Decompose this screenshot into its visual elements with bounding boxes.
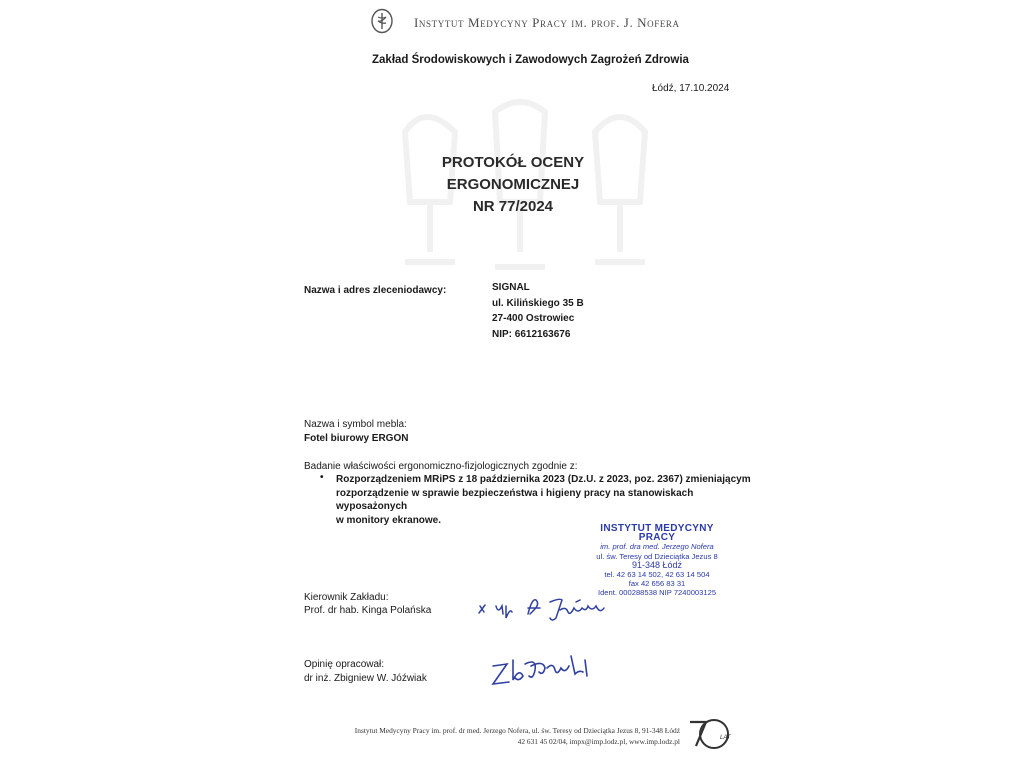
institute-name: Instytut Medycyny Pracy im. prof. J. Nofera — [414, 15, 680, 30]
title-line-1: PROTOKÓŁ OCENY — [441, 154, 585, 171]
client-address — [492, 280, 584, 342]
stamp-line-3: ul. św. Teresy od Dzieciątka Jezus 8 — [596, 551, 718, 561]
footer — [320, 725, 680, 747]
stamp-line-6: fax 42 656 83 31 — [628, 579, 686, 589]
stamp-line-4: 91-348 Łódź — [631, 559, 683, 570]
place-date: Łódź, 17.10.2024 — [652, 83, 730, 94]
regulation-text — [336, 473, 766, 527]
bullet-icon: • — [320, 472, 324, 483]
anniversary-number — [695, 719, 696, 720]
furniture-value: Fotel biurowy ERGON — [304, 433, 409, 444]
stamp-line-1: INSTYTUT MEDYCYNY PRACY — [600, 523, 714, 544]
client-city: 27-400 Ostrowiec — [492, 313, 575, 324]
regulation-line-3: w monitory ekranowe. — [336, 514, 442, 526]
stamp-line-5: tel. 42 63 14 502, 42 63 14 504 — [604, 570, 710, 580]
regulation-line-1: Rozporządzeniem MRiPS z 18 października 2023 (Dz.U. z 2023, poz. 2367) zmieniającym — [336, 474, 751, 485]
client-name: SIGNAL — [492, 282, 530, 293]
institute-logo-icon — [370, 8, 394, 34]
client-label: Nazwa i adres zleceniodawcy: — [304, 285, 447, 296]
study-intro: Badanie właściwości ergonomiczno-fizjologicznych zgodnie z: — [304, 461, 578, 472]
institute-stamp — [582, 524, 732, 598]
head-name: Prof. dr hab. Kinga Polańska — [304, 605, 432, 616]
stamp-line-2: im. prof. dra med. Jerzego Nofera — [600, 542, 714, 552]
anniversary-suffix: LAT — [720, 735, 731, 741]
author-signature-icon — [485, 650, 605, 690]
author-name: dr inż. Zbigniew W. Jóźwiak — [304, 673, 427, 684]
head-label: Kierownik Zakładu: — [304, 592, 389, 603]
footer-line-1: Instytut Medycyny Pracy im. prof. dr med. Jerzego Nofera, ul. św. Teresy od Dzieciątka Jezus 8, 91-348 Łódź — [354, 726, 680, 735]
furniture-label: Nazwa i symbol mebla: — [304, 419, 407, 430]
document-title — [418, 152, 608, 218]
regulation-line-2: rozporządzenie w sprawie bezpieczeństwa i higieny pracy na stanowiskach wyposażonych — [336, 487, 694, 512]
department-name: Zakład Środowiskowych i Zawodowych Zagrożeń Zdrowia — [372, 54, 689, 66]
title-line-3: NR 77/2024 — [472, 198, 554, 215]
stamp-line-7: Ident. 000288538 NIP 7240003125 — [597, 588, 717, 598]
head-signature-icon — [470, 592, 640, 632]
title-line-2: ERGONOMICZNEJ — [446, 176, 580, 193]
footer-line-2: 42 631 45 02/04, impx@imp.lodz.pl, www.imp.lodz.pl — [517, 737, 680, 746]
client-street: ul. Kilińskiego 35 B — [492, 297, 584, 309]
anniversary-logo-icon — [686, 716, 734, 752]
client-nip: NIP: 6612163676 — [492, 328, 571, 340]
author-label: Opinię opracował: — [304, 659, 385, 670]
